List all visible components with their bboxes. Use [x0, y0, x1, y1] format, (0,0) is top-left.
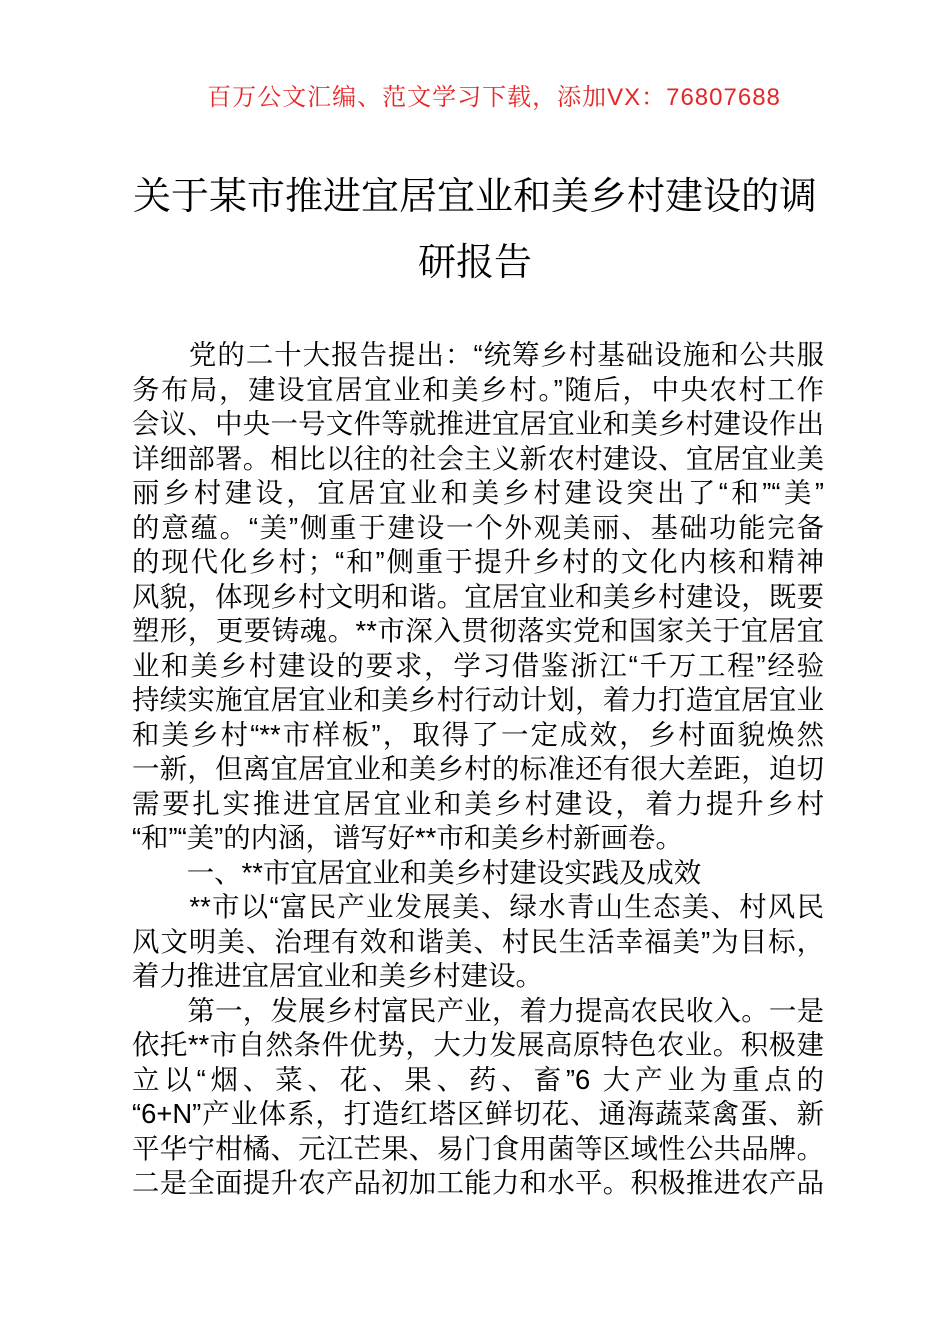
section-heading-line: 一、**市宜居宜业和美乡村建设实践及成效 — [132, 856, 702, 888]
body-text-line: 务布局，建设宜居宜业和美乡村。”随后，中央农村工作 — [132, 373, 824, 405]
body-text-line: 风貌，体现乡村文明和谐。宜居宜业和美乡村建设，既要 — [132, 580, 824, 612]
body-text-line: 立以“烟、菜、花、果、药、畜”6 大产业为重点的 — [132, 1063, 824, 1095]
body-text-line: **市以“富民产业发展美、绿水青山生态美、村风民 — [132, 891, 824, 922]
body-text-line: 需要扎实推进宜居宜业和美乡村建设，着力提升乡村 — [132, 787, 824, 819]
body-text-line: 丽乡村建设，宜居宜业和美乡村建设突出了“和”“美” — [132, 477, 824, 508]
document-body — [132, 338, 824, 1201]
body-text-line: 会议、中央一号文件等就推进宜居宜业和美乡村建设作出 — [132, 408, 824, 439]
body-text-line: 着力推进宜居宜业和美乡村建设。 — [132, 960, 543, 991]
body-text-line: 的意蕴。“美”侧重于建设一个外观美丽、基础功能完备 — [132, 511, 824, 543]
body-text-line: 第一，发展乡村富民产业，着力提高农民收入。一是 — [132, 994, 824, 1026]
body-text-line: 依托**市自然条件优势，大力发展高原特色农业。积极建 — [132, 1029, 824, 1060]
body-text-line: “和”“美”的内涵，谱写好**市和美乡村新画卷。 — [132, 822, 683, 853]
promo-notice: 百万公文汇编、范文学习下载，添加VX：76807688 — [207, 84, 781, 111]
body-text-line: 塑形，更要铸魂。**市深入贯彻落实党和国家关于宜居宜 — [132, 615, 824, 646]
body-text-line: 风文明美、治理有效和谐美、村民生活幸福美”为目标， — [132, 925, 824, 957]
body-text-line: 的现代化乡村；“和”侧重于提升乡村的文化内核和精神 — [132, 546, 824, 577]
body-text-line: 二是全面提升农产品初加工能力和水平。积极推进农产品 — [132, 1167, 824, 1198]
body-text-line: 平华宁柑橘、元江芒果、易门食用菌等区域性公共品牌。 — [132, 1132, 824, 1164]
body-text-line: 一新，但离宜居宜业和美乡村的标准还有很大差距，迫切 — [132, 753, 824, 784]
document-title-line-2: 研报告 — [417, 242, 532, 284]
body-text-line: 持续实施宜居宜业和美乡村行动计划，着力打造宜居宜业 — [132, 684, 824, 715]
body-text-line: “6+N”产业体系，打造红塔区鲜切花、通海蔬菜禽蛋、新 — [132, 1098, 824, 1129]
document-title-line-1: 关于某市推进宜居宜业和美乡村建设的调 — [132, 176, 817, 218]
document-title — [0, 164, 950, 296]
body-text-line: 党的二十大报告提出：“统筹乡村基础设施和公共服 — [132, 339, 824, 370]
body-text-line: 详细部署。相比以往的社会主义新农村建设、宜居宜业美 — [132, 442, 824, 474]
body-text-line: 和美乡村“**市样板”，取得了一定成效，乡村面貌焕然 — [132, 718, 824, 750]
body-text-line: 业和美乡村建设的要求，学习借鉴浙江“千万工程”经验 — [132, 649, 824, 681]
